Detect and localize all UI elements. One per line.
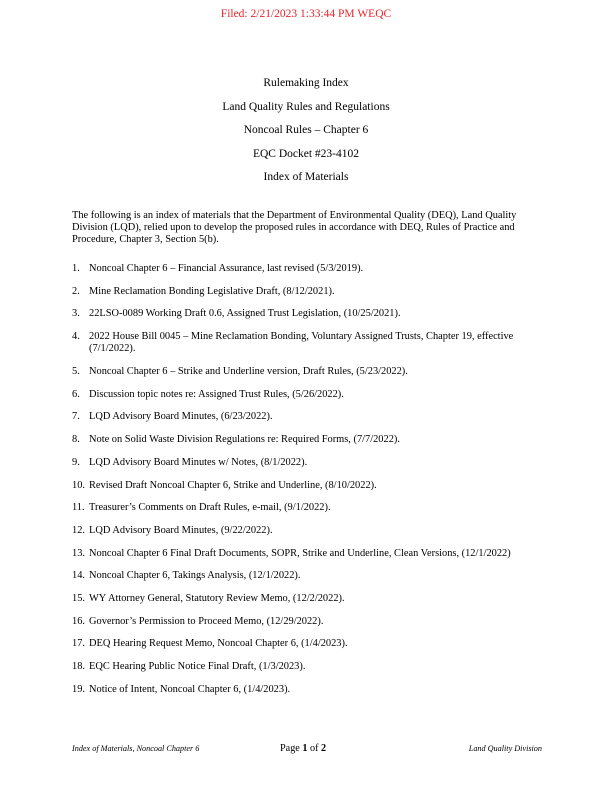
list-item-text: Noncoal Chapter 6 Final Draft Documents, SOPR, Strike and Underline, Clean Versions, (12/1/2022) [89, 547, 511, 559]
list-item-text: Discussion topic notes re: Assigned Trust Rules, (5/26/2022). [89, 388, 344, 400]
list-item-text: Treasurer’s Comments on Draft Rules, e-mail, (9/1/2022). [89, 502, 331, 514]
list-item-number: 7. [72, 411, 80, 423]
list-item-text: LQD Advisory Board Minutes w/ Notes, (8/1/2022). [89, 456, 308, 468]
list-item [72, 548, 542, 560]
page-current: 1 [302, 743, 308, 754]
list-item-text: 22LSO-0089 Working Draft 0.6, Assigned Trust Legislation, (10/25/2021). [89, 308, 401, 320]
title-line-rules-and-regulations: Land Quality Rules and Regulations [222, 100, 390, 113]
list-item [72, 638, 542, 650]
list-item-text: Governor’s Permission to Proceed Memo, (12/29/2022). [89, 615, 324, 627]
list-item-number: 5. [72, 366, 80, 378]
list-item [72, 434, 542, 446]
list-item-text: Mine Reclamation Bonding Legislative Draft, (8/12/2021). [89, 285, 335, 297]
list-item-number: 16. [72, 615, 85, 627]
page-total: 2 [321, 743, 327, 754]
list-item-text: LQD Advisory Board Minutes, (9/22/2022). [89, 524, 273, 536]
list-item-text: Revised Draft Noncoal Chapter 6, Strike and Underline, (8/10/2022). [89, 479, 377, 491]
list-item-number: 2. [72, 285, 80, 297]
list-item-text: LQD Advisory Board Minutes, (6/23/2022). [89, 411, 273, 423]
list-item [72, 593, 542, 605]
list-item-number: 11. [72, 502, 85, 514]
list-item-text: Noncoal Chapter 6, Takings Analysis, (12/1/2022). [89, 570, 301, 582]
list-item [72, 570, 542, 582]
list-item-number: 19. [72, 683, 85, 695]
list-item-number: 3. [72, 308, 80, 320]
list-item-number: 14. [72, 570, 85, 582]
list-item [72, 502, 542, 514]
title-line-index-of-materials: Index of Materials [263, 171, 349, 183]
list-item [72, 331, 542, 355]
list-item [72, 684, 542, 696]
list-item-number: 1. [72, 263, 80, 274]
list-item [72, 308, 542, 320]
list-item [72, 457, 542, 469]
list-item-number: 12. [72, 524, 85, 536]
title-line-rulemaking-index: Rulemaking Index [263, 77, 349, 89]
list-item [72, 366, 542, 378]
list-item-number: 17. [72, 638, 85, 650]
list-item [72, 525, 542, 537]
list-item-number: 18. [72, 661, 85, 673]
list-item-text: 2022 House Bill 0045 – Mine Reclamation Bonding, Voluntary Assigned Trusts, Chapter 19, effective (7/1/2022). [89, 331, 514, 355]
list-item-text: WY Attorney General, Statutory Review Memo, (12/2/2022). [89, 593, 345, 605]
materials-list [72, 263, 542, 696]
list-item-number: 4. [72, 331, 80, 343]
list-item-text: Noncoal Chapter 6 – Financial Assurance, last revised (5/3/2019). [89, 263, 364, 274]
page-footer [72, 743, 542, 757]
list-item-number: 9. [72, 456, 80, 468]
list-item [72, 389, 542, 401]
page-of: of [310, 743, 319, 754]
list-item-text: EQC Hearing Public Notice Final Draft, (1/3/2023). [89, 661, 306, 673]
list-item [72, 616, 542, 628]
page-prefix: Page [280, 743, 300, 754]
document-title-block [0, 72, 612, 190]
intro-paragraph: The following is an index of materials that the Department of Environmental Quality (DEQ), Land Quality Division (LQD), relied upon to develop the proposed rules in accordance with DEQ, Rules of Practice and Procedure, Chapter 3, Section 5(b). [72, 210, 517, 246]
list-item-text: Notice of Intent, Noncoal Chapter 6, (1/4/2023). [89, 683, 291, 695]
list-item-number: 15. [72, 593, 85, 605]
list-item [72, 411, 542, 423]
list-item-number: 6. [72, 388, 80, 400]
list-item [72, 286, 542, 298]
footer-division: Land Quality Division [468, 744, 542, 753]
list-item-text: Noncoal Chapter 6 – Strike and Underline version, Draft Rules, (5/23/2022). [89, 366, 408, 378]
title-line-docket: EQC Docket #23-4102 [252, 147, 360, 160]
list-item-text: DEQ Hearing Request Memo, Noncoal Chapter 6, (1/4/2023). [89, 638, 348, 650]
title-line-chapter: Noncoal Rules – Chapter 6 [243, 124, 369, 136]
filed-stamp: Filed: 2/21/2023 1:33:44 PM WEQC [220, 8, 392, 20]
list-item [72, 263, 542, 275]
list-item [72, 480, 542, 492]
list-item-text: Note on Solid Waste Division Regulations re: Required Forms, (7/7/2022). [89, 434, 400, 446]
list-item-number: 8. [72, 434, 80, 446]
page-number [280, 743, 326, 754]
footer-document-title: Index of Materials, Noncoal Chapter 6 [72, 744, 200, 753]
list-item [72, 661, 542, 673]
list-item-number: 13. [72, 547, 85, 559]
list-item-number: 10. [72, 479, 85, 491]
